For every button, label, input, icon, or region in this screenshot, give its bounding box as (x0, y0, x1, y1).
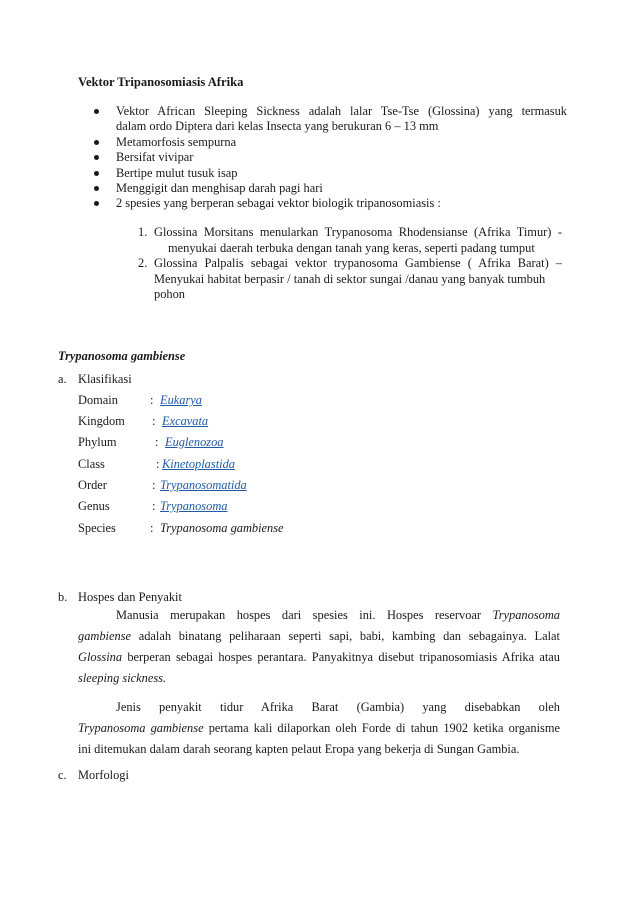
classification-value-species: Trypanosoma gambiense (160, 521, 284, 535)
list-item-text: pohon (154, 287, 185, 302)
classification-link-kingdom[interactable]: Excavata (162, 414, 209, 428)
classification-label: Order (78, 478, 107, 492)
list-item (138, 256, 562, 303)
list-item (92, 135, 567, 150)
hospes-paragraph-1 (78, 605, 560, 689)
paragraph-line (78, 697, 560, 718)
list-item-text: Metamorfosis sempurna (116, 134, 237, 149)
morfologi-marker: c. (58, 768, 67, 782)
list-item-text: Bersifat vivipar (116, 150, 194, 165)
text-run-italic: Glossina (78, 650, 123, 664)
hospes-title: Hospes dan Penyakit (78, 590, 182, 604)
list-item (92, 104, 567, 135)
list-number: 1. (138, 225, 148, 239)
klasifikasi-marker: a. (58, 372, 67, 386)
hospes-marker: b. (58, 590, 68, 604)
classification-separator: : (156, 457, 160, 471)
classification-label: Species (78, 521, 116, 535)
bullet-icon (94, 201, 99, 206)
list-item-text: Menggigit dan menghisap darah pagi hari (116, 181, 323, 196)
hospes-paragraph-2 (78, 697, 560, 760)
text-run: Jenis penyakit tidur Afrika Barat (Gambia) yang disebabkan oleh (116, 700, 560, 714)
classification-separator: : (152, 478, 156, 492)
list-item-text: Vektor African Sleeping Sickness adalah lalar Tse-Tse (Glossina) yang termasuk (116, 104, 567, 118)
section-title-trypanosoma: Trypanosoma gambiense (58, 349, 186, 363)
classification-label: Genus (78, 499, 110, 513)
list-item (92, 150, 567, 165)
list-item-text: Menyukai habitat berpasir / tanah di sektor sungai /danau yang banyak tumbuh (154, 271, 546, 286)
list-item-text: Glossina Morsitans menularkan Trypanosoma Rhodensianse (Afrika Timur) - (154, 225, 562, 239)
vektor-bullet-list (92, 104, 567, 212)
list-item-text: dalam ordo Diptera dari kelas Insecta yang berukuran 6 – 13 mm (116, 119, 439, 134)
classification-link-genus[interactable]: Trypanosoma (160, 499, 228, 513)
list-item-text: Bertipe mulut tusuk isap (116, 165, 238, 180)
bullet-icon (94, 109, 99, 114)
list-item-text: menyukai daerah terbuka dengan tanah yang keras, seperti padang tumput (168, 240, 535, 255)
paragraph-line (78, 605, 560, 626)
paragraph-line (78, 739, 560, 760)
bullet-icon (94, 171, 99, 176)
classification-link-class[interactable]: Kinetoplastida (162, 457, 235, 471)
paragraph-line (78, 718, 560, 739)
list-number: 2. (138, 256, 148, 271)
classification-label: Domain (78, 393, 118, 407)
classification-separator: : (150, 521, 154, 535)
text-run: Manusia merupakan hospes dari spesies ini. Hospes reservoar (116, 608, 493, 622)
bullet-icon (94, 186, 99, 191)
classification-link-domain[interactable]: Eukarya (160, 393, 202, 407)
text-run: pertama kali dilaporkan oleh Forde di tahun 1902 ketika organisme (203, 721, 561, 735)
list-item-text: 2 spesies yang berperan sebagai vektor biologik tripanosomiasis : (116, 196, 441, 211)
text-run-italic: Trypanosoma gambiense (78, 721, 204, 735)
list-item (138, 225, 562, 256)
bullet-icon (94, 155, 99, 160)
paragraph-line (78, 626, 560, 647)
klasifikasi-title: Klasifikasi (78, 372, 132, 386)
text-run-italic: sleeping sickness. (78, 671, 167, 685)
classification-label: Class (78, 457, 105, 471)
text-run-italic: Trypanosoma (492, 608, 560, 622)
vektor-title: Vektor Tripanosomiasis Afrika (78, 75, 244, 89)
classification-separator: : (152, 499, 156, 513)
text-run: adalah binatang peliharaan seperti sapi, babi, kambing dan sebagainya. Lalat (131, 629, 560, 643)
list-item (92, 181, 567, 196)
classification-link-phylum[interactable]: Euglenozoa (165, 435, 224, 449)
vektor-species-list (138, 225, 562, 303)
classification-label: Kingdom (78, 414, 125, 428)
bullet-icon (94, 140, 99, 145)
list-item (92, 196, 567, 211)
classification-separator: : (155, 435, 159, 449)
list-item (92, 166, 567, 181)
classification-label: Phylum (78, 435, 117, 449)
paragraph-line (78, 668, 560, 689)
paragraph-line (78, 647, 560, 668)
text-run: berperan sebagai hospes perantara. Panyakitnya disebut tripanosomiasis Afrika atau (122, 650, 560, 664)
classification-separator: : (152, 414, 156, 428)
list-item-text: Glossina Palpalis sebagai vektor trypanosoma Gambiense ( Afrika Barat) – (154, 256, 562, 271)
morfologi-title: Morfologi (78, 768, 129, 782)
text-run: ini ditemukan dalam darah seorang kapten pelaut Eropa yang bekerja di Sungan Gambia. (78, 742, 520, 756)
classification-link-order[interactable]: Trypanosomatida (160, 478, 247, 492)
classification-separator: : (150, 393, 154, 407)
text-run-italic: gambiense (78, 629, 131, 643)
